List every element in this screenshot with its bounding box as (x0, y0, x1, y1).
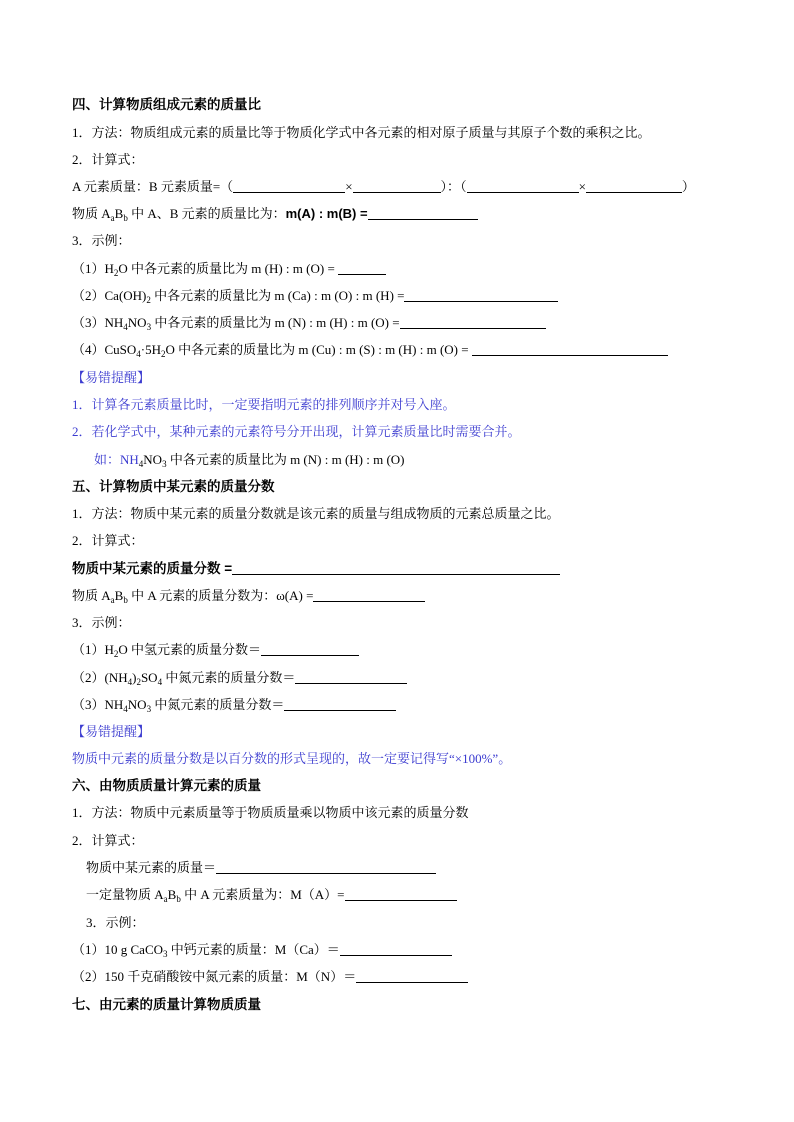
sub: 3 (162, 459, 167, 469)
sub: 2 (136, 677, 141, 687)
blank-s6-ex2[interactable] (356, 969, 468, 983)
text: （4）CuSO (72, 342, 137, 357)
text: 中钙元素的质量：M（Ca）＝ (167, 942, 340, 957)
text: （2）(NH (72, 670, 128, 685)
sub: 4 (138, 459, 144, 469)
colon: ： (447, 179, 461, 194)
open-paren: （ (460, 179, 467, 194)
sub: 2 (113, 649, 119, 659)
text: B (114, 588, 124, 603)
s4-formula-heading: 2．计算式： (72, 152, 144, 167)
text: 中氮元素的质量分数＝ (151, 697, 285, 712)
s4-method: 1．方法：物质组成元素的质量比等于物质化学式中各元素的相对原子质量与其原子个数的乘积之比。 (72, 125, 651, 140)
text: ·5H (140, 342, 162, 357)
s5-examples-heading: 3．示例： (72, 615, 131, 630)
times-sign-2: × (578, 179, 586, 194)
text: （2）150 千克硝酸铵中氮元素的质量：M（N）＝ (72, 969, 357, 984)
s4-example-1 (72, 260, 386, 278)
sub: 4 (123, 704, 128, 714)
s4-tip-1: 1．计算各元素质量比时，一定要指明元素的排列顺序并对号入座。 (72, 397, 456, 412)
s5-fraction-line (72, 587, 425, 605)
s4-formula-line (72, 178, 695, 196)
s6-formula-1 (86, 859, 436, 877)
text: B (167, 887, 177, 902)
s5-example-2 (72, 669, 407, 687)
s6-example-2 (72, 968, 468, 986)
blank-s6-f1[interactable] (216, 860, 436, 874)
blank-s4-f4[interactable] (586, 179, 682, 193)
s6-example-1 (72, 941, 452, 959)
blank-s4-ex1[interactable] (338, 261, 386, 275)
blank-s4-f1[interactable] (233, 179, 345, 193)
sub: 3 (146, 322, 152, 332)
s4-formula-prefix: A 元素质量：B 元素质量=（ (72, 179, 234, 194)
text: ) (132, 670, 137, 685)
ratio-label: m(A) : m(B) = (285, 206, 368, 221)
text: 一定量物质 A (86, 887, 164, 902)
sub: 2 (113, 268, 119, 278)
s6-method: 1．方法：物质中元素质量等于物质质量乘以物质中该元素的质量分数 (72, 805, 469, 820)
sub: b (176, 894, 181, 904)
close-paren: ） (440, 179, 448, 194)
blank-s4-ex3[interactable] (400, 315, 546, 329)
blank-s4-ex2[interactable] (404, 288, 558, 302)
text: NO (127, 697, 147, 712)
blank-s5-ex1[interactable] (261, 642, 359, 656)
sub: 4 (157, 677, 163, 687)
text: （1）H (72, 642, 114, 657)
sub: 4 (136, 349, 141, 359)
text: （3）NH (72, 697, 124, 712)
sub: 2 (146, 295, 151, 305)
text: 中各元素的质量比为 m (N) : m (H) : m (O) (166, 452, 405, 467)
text: 物质 A (72, 206, 111, 221)
s4-examples-heading: 3．示例： (72, 233, 131, 248)
sub: a (163, 894, 168, 904)
text: 中 A、B 元素的质量比为： (127, 206, 286, 221)
sub: 3 (163, 949, 168, 959)
text: （1）H (72, 261, 114, 276)
text: 中 A 元素质量为：M（A）= (180, 887, 345, 902)
sub: a (110, 595, 115, 605)
text: 中各元素的质量比为 m (N) : m (H) : m (O) = (151, 315, 400, 330)
text: 物质 A (72, 588, 111, 603)
s5-formula-heading: 2．计算式： (72, 533, 144, 548)
text: （3）NH (72, 315, 124, 330)
s6-formula-heading: 2．计算式： (72, 833, 144, 848)
s5-formula-line (72, 560, 560, 578)
sub: 4 (123, 322, 128, 332)
blank-s4-f2[interactable] (353, 179, 441, 193)
text: （1）10 g CaCO (72, 942, 164, 957)
sub: b (123, 595, 128, 605)
s4-example-3 (72, 314, 546, 332)
sub: 3 (146, 704, 152, 714)
blank-s4-f3[interactable] (467, 179, 579, 193)
s6-examples-heading: 3．示例： (86, 915, 145, 930)
text: 中各元素的质量比为 m (Ca) : m (O) : m (H) = (150, 288, 405, 303)
s4-example-2 (72, 287, 558, 305)
text: 物质中某元素的质量分数 = (72, 561, 233, 576)
s4-example-4 (72, 341, 668, 359)
blank-s5-ex2[interactable] (295, 670, 407, 684)
blank-s5-ex3[interactable] (284, 697, 396, 711)
text: O 中各元素的质量比为 m (H) : m (O) = (118, 261, 339, 276)
blank-s6-ex1[interactable] (340, 942, 452, 956)
times-sign: × (345, 179, 353, 194)
text: O 中氢元素的质量分数＝ (118, 642, 262, 657)
s6-formula-2 (86, 886, 457, 904)
s5-tip-title: 【易错提醒】 (72, 724, 151, 739)
blank-s4-ratio[interactable] (368, 206, 478, 220)
sub: b (123, 213, 128, 223)
s5-example-1 (72, 641, 359, 659)
section4-title: 四、计算物质组成元素的质量比 (72, 97, 261, 112)
blank-s6-f2[interactable] (345, 887, 457, 901)
s4-ratio-line (72, 205, 478, 223)
text: （2）Ca(OH) (72, 288, 147, 303)
s4-tip-example (94, 451, 405, 469)
sub: 4 (127, 677, 133, 687)
text: 物质中某元素的质量＝ (86, 860, 217, 875)
text: SO (140, 670, 158, 685)
text: NO (143, 452, 163, 467)
text: 中 A 元素的质量分数为：ω(A) = (127, 588, 314, 603)
text: 中氮元素的质量分数＝ (162, 670, 296, 685)
sub: a (110, 213, 115, 223)
close-paren-2: ） (681, 179, 695, 194)
s5-tip-1: 物质中元素的质量分数是以百分数的形式呈现的，故一定要记得写“×100%”。 (72, 751, 512, 766)
section6-title: 六、由物质质量计算元素的质量 (72, 778, 261, 793)
text: B (114, 206, 124, 221)
s5-example-3 (72, 696, 396, 714)
s4-tip-2: 2．若化学式中，某种元素的元素符号分开出现，计算元素质量比时需要合并。 (72, 424, 521, 439)
section5-title: 五、计算物质中某元素的质量分数 (72, 479, 275, 494)
text: 如：NH (94, 452, 139, 467)
s5-method: 1．方法：物质中某元素的质量分数就是该元素的质量与组成物质的元素总质量之比。 (72, 506, 560, 521)
text: O 中各元素的质量比为 m (Cu) : m (S) : m (H) : m (O) = (165, 342, 472, 357)
s4-tip-title: 【易错提醒】 (72, 370, 151, 385)
sub: 2 (161, 349, 166, 359)
blank-s5-fraction[interactable] (313, 588, 425, 602)
section7-title: 七、由元素的质量计算物质质量 (72, 997, 261, 1012)
blank-s5-formula[interactable] (232, 561, 560, 575)
text: NO (127, 315, 147, 330)
blank-s4-ex4[interactable] (472, 342, 668, 356)
